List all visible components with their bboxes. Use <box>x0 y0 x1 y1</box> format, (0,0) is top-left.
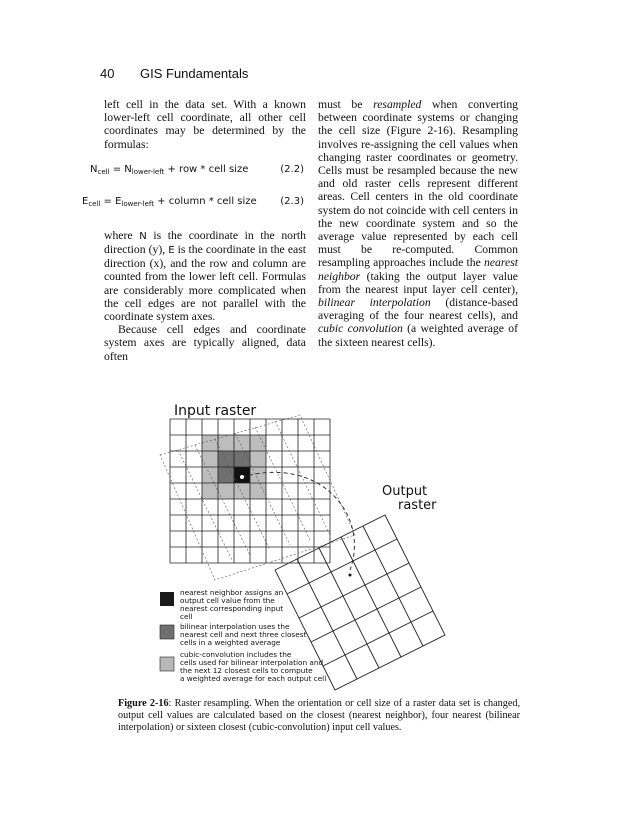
running-title: GIS Fundamentals <box>140 66 249 81</box>
output-raster-label-1: Output <box>382 484 428 499</box>
svg-text:nearest neighbor assigns an: nearest neighbor assigns an <box>180 588 284 597</box>
caption-text: : Raster resampling. When the orientation or cell size of a raster data set is changed, output cell values are calculated based on the closest (nearest neighbor), four nearest (bilinear interpolation) or sixteen closest (cubic-convolution) input cell values. <box>118 698 520 733</box>
left-para-2: where N is the coordinate in the north direction (y), E is the coordinate in the east direction (x), and the row and column are counted from the lower left cell. Formulas are considerably more complicated when the cell edges are not parallel with the coordinate system axes. <box>104 228 306 324</box>
left-column <box>82 98 306 363</box>
output-cell-center <box>349 574 352 577</box>
svg-text:output cell value from the: output cell value from the <box>180 596 275 605</box>
page-header <box>100 66 248 81</box>
svg-text:cells used for bilinear interp: cells used for bilinear interpolation and <box>180 658 324 667</box>
input-raster-grid <box>170 419 330 563</box>
resampling-figure <box>120 395 540 695</box>
legend-swatch-cubic <box>160 657 174 671</box>
page-number: 40 <box>100 66 115 81</box>
equation-2-2: $N_{cell} = N_{lower-left}$ + row * cell size (2.2) <box>90 163 304 176</box>
input-raster-label: Input raster <box>174 403 257 419</box>
svg-text:nearest cell and next three cl: nearest cell and next three closest <box>180 630 307 639</box>
legend <box>160 588 326 683</box>
svg-text:cells in a weighted average: cells in a weighted average <box>180 638 281 647</box>
svg-text:a weighted average for each ou: a weighted average for each output cell <box>180 674 327 683</box>
svg-text:bilinear interpolation uses th: bilinear interpolation uses the <box>180 622 290 631</box>
equation-2-3: $E_{cell} = E_{lower-left}$ + column * cell size (2.3) <box>82 195 304 208</box>
figure-caption <box>118 698 520 734</box>
legend-swatch-bilinear <box>160 625 174 639</box>
svg-text:the next 12 closest cells to c: the next 12 closest cells to compute <box>180 666 313 675</box>
equation-number: (2.3) <box>280 195 304 207</box>
left-para-3: Because cell edges and coordinate system axes are typically aligned, data often <box>104 323 306 363</box>
svg-text:cubic-convolution includes the: cubic-convolution includes the <box>180 650 292 659</box>
output-raster-label-2: raster <box>398 498 437 513</box>
left-para-1: left cell in the data set. With a known lower-left cell coordinate, all other cell coordinates may be determined by the formulas: <box>104 98 306 151</box>
right-column <box>318 98 518 349</box>
caption-label: Figure 2-16 <box>118 698 169 709</box>
equation-number: (2.2) <box>280 163 304 175</box>
nearest-cell-marker <box>240 475 244 479</box>
svg-text:nearest corresponding input: nearest corresponding input <box>180 604 284 613</box>
legend-swatch-nearest <box>160 592 174 606</box>
right-para: must be resampled when converting between coordinate systems or changing the cell size (Figure 2-16). Resampling involves re-assigning the cell values when changing raster coordinates or geometry. Cells must be resampled because the new and old raster cells represent different areas. Cell centers in the old coordinate system do not coincide with cell centers in the new coordinate system and so the average value represented by each cell must be re-computed. Common resampling approaches include the nearest neighbor (taking the output layer value from the nearest input layer cell center), bilinear interpolation (distance-based averaging of the four nearest cells), and cubic convolution (a weighted average of the sixteen nearest cells). <box>318 98 519 349</box>
svg-text:cell: cell <box>180 612 193 621</box>
